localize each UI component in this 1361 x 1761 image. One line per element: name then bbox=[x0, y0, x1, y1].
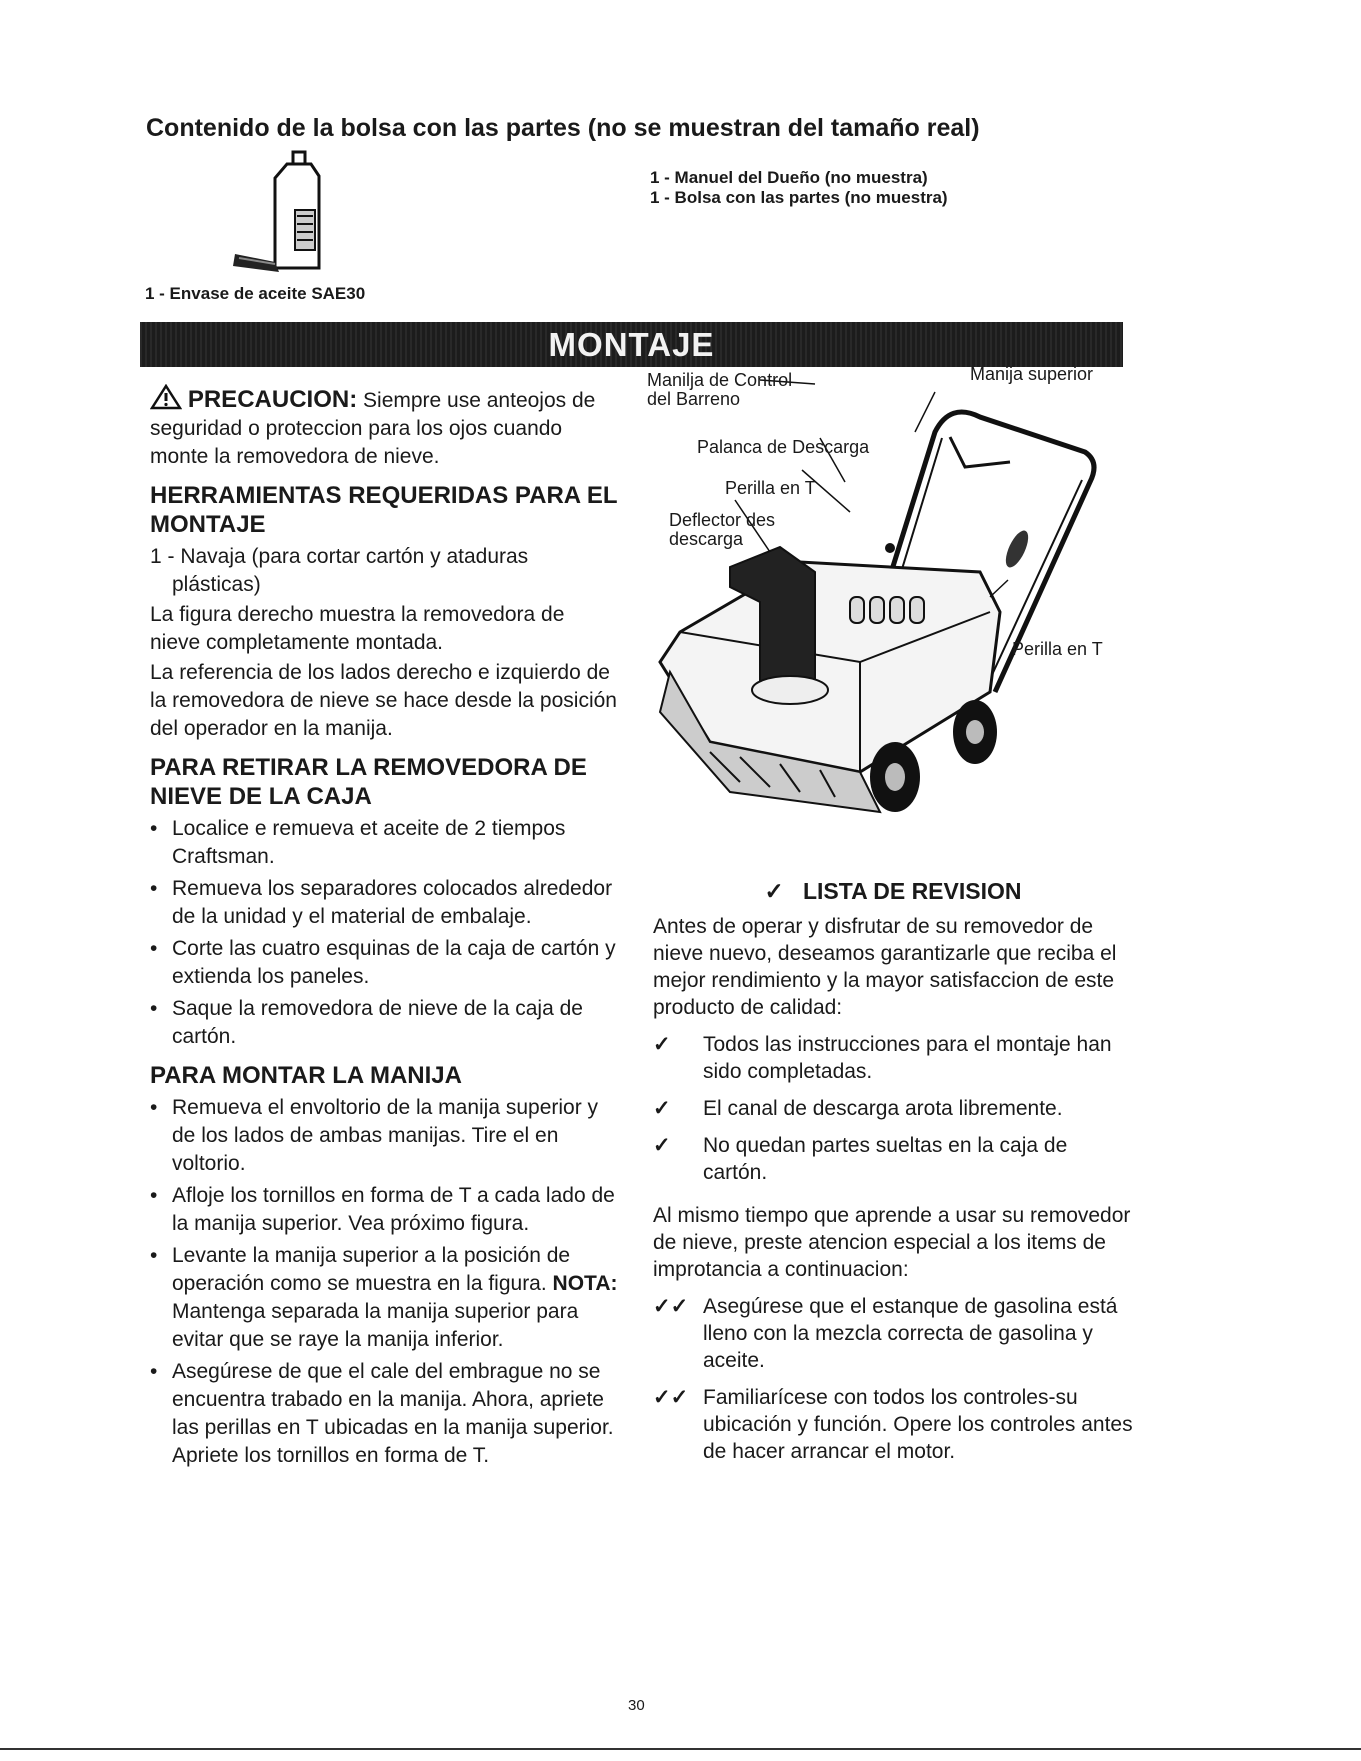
remove-heading: PARA RETIRAR LA REMOVEDORA DE NIEVE DE LA CAJA bbox=[150, 754, 587, 810]
label-deflector: Deflector des descarga bbox=[669, 510, 776, 549]
double-check-item bbox=[653, 1384, 1133, 1465]
double-check-icon: ✓✓ bbox=[653, 1386, 689, 1409]
check-icon: ✓ bbox=[653, 1097, 671, 1120]
warning-icon bbox=[150, 384, 182, 410]
banner-title: MONTAJE bbox=[548, 326, 715, 363]
double-check-item-text: Asegúrese que el estanque de gasolina está lleno con la mezcla correcta de gasolina y aceite. bbox=[703, 1295, 1118, 1372]
list-item: • Saque la removedora de nieve de la caja de cartón. bbox=[150, 995, 620, 1051]
precaution bbox=[150, 384, 620, 471]
checklist-paragraph-2: Al mismo tiempo que aprende a usar su removedor de nieve, preste atencion especial a los items de improtancia a continuacion: bbox=[653, 1204, 1131, 1281]
page-title: Contenido de la bolsa con las partes (no se muestran del tamaño real) bbox=[146, 114, 980, 142]
snowthrower-figure bbox=[647, 364, 1150, 842]
double-check-item-text: Familiarícese con todos los controles-su ubicación y función. Opere los controles antes de hacer arrancar el motor. bbox=[703, 1386, 1133, 1463]
checklist-title-text: LISTA DE REVISION bbox=[802, 878, 1022, 904]
label-control: Manilja de Control del Barreno bbox=[647, 370, 793, 409]
check-icon: ✓ bbox=[653, 1033, 671, 1056]
double-check-item bbox=[653, 1293, 1133, 1374]
list-item: • Afloje los tornillos en forma de T a cada lado de la manija superior. Vea próximo figura. bbox=[150, 1182, 620, 1238]
list-item-text: Levante la manija superior a la posición de operación como se muestra en la figura. bbox=[172, 1244, 571, 1295]
list-item: • Remueva el envoltorio de la manija superior y de los lados de ambas manijas. Tire el en voltorio. bbox=[150, 1094, 620, 1178]
list-item bbox=[150, 1242, 620, 1354]
parts-item-bag: 1 - Bolsa con las partes (no muestra) bbox=[650, 188, 948, 207]
label-t-knob-1: Perilla en T bbox=[725, 478, 816, 498]
left-column bbox=[150, 384, 620, 1474]
page-number: 30 bbox=[628, 1697, 645, 1714]
remove-list bbox=[150, 815, 620, 1051]
right-column bbox=[653, 878, 1133, 1475]
handle-heading: PARA MONTAR LA MANIJA bbox=[150, 1062, 462, 1089]
parts-item-manual: 1 - Manuel del Dueño (no muestra) bbox=[650, 168, 928, 187]
oil-bottle-icon bbox=[225, 150, 355, 278]
checklist-intro: Antes de operar y disfrutar de su removedor de nieve nuevo, deseamos garantizarle que reciba el mejor rendimiento y la mayor satisfaccion de este producto de calidad: bbox=[653, 915, 1117, 1019]
list-item: • Localice e remueva et aceite de 2 tiempos Craftsman. bbox=[150, 815, 620, 871]
list-item: • Remueva los separadores colocados alrededor de la unidad y el material de embalaje. bbox=[150, 875, 620, 931]
check-item bbox=[653, 1095, 1133, 1122]
list-item: • Asegúrese de que el cale del embrague no se encuentra trabado en la manija. Ahora, apriete las perillas en T ubicadas en la manija superior. Apriete los tornillos en forma de T. bbox=[150, 1358, 620, 1470]
oil-label: 1 - Envase de aceite SAE30 bbox=[145, 284, 366, 303]
check-item bbox=[653, 1031, 1133, 1085]
check-item bbox=[653, 1132, 1133, 1186]
handle-list bbox=[150, 1094, 620, 1470]
label-upper-handle: Manija superior bbox=[970, 364, 1094, 384]
double-check-icon: ✓✓ bbox=[653, 1295, 689, 1318]
precaution-title: PRECAUCION: bbox=[187, 386, 358, 413]
check-item-text: El canal de descarga arota libremente. bbox=[703, 1097, 1063, 1120]
tools-item: 1 - Navaja (para cortar cartón y ataduras plásticas) bbox=[150, 545, 529, 596]
bottom-divider bbox=[0, 1748, 1361, 1750]
label-t-knob-2: Perilla en T bbox=[1012, 639, 1103, 659]
tools-heading: HERRAMIENTAS REQUERIDAS PARA EL MONTAJE bbox=[150, 482, 618, 538]
list-item: • Corte las cuatro esquinas de la caja de cartón y extienda los paneles. bbox=[150, 935, 620, 991]
check-icon: ✓ bbox=[653, 1134, 671, 1157]
section-banner bbox=[140, 322, 1123, 367]
precaution-text: Siempre use anteojos de seguridad o proteccion para los ojos cuando monte la removedora de nieve. bbox=[150, 389, 596, 468]
checklist-title bbox=[653, 878, 1133, 905]
nota-label: NOTA: bbox=[552, 1272, 618, 1295]
check-item-text: Todos las instrucciones para el montaje han sido completadas. bbox=[703, 1033, 1112, 1083]
parts-list-right bbox=[650, 168, 948, 208]
check-icon: ✓ bbox=[764, 878, 784, 904]
label-discharge-lever: Palanca de Descarga bbox=[697, 437, 870, 457]
paragraph-reference: La referencia de los lados derecho e izquierdo de la removedora de nieve se hace desde la posición del operador en la manija. bbox=[150, 661, 617, 740]
paragraph-figure: La figura derecho muestra la removedora de nieve completamente montada. bbox=[150, 603, 565, 654]
nota-text: Mantenga separada la manija superior para evitar que se raye la manija inferior. bbox=[172, 1300, 579, 1351]
check-item-text: No quedan partes sueltas en la caja de cartón. bbox=[703, 1134, 1068, 1184]
